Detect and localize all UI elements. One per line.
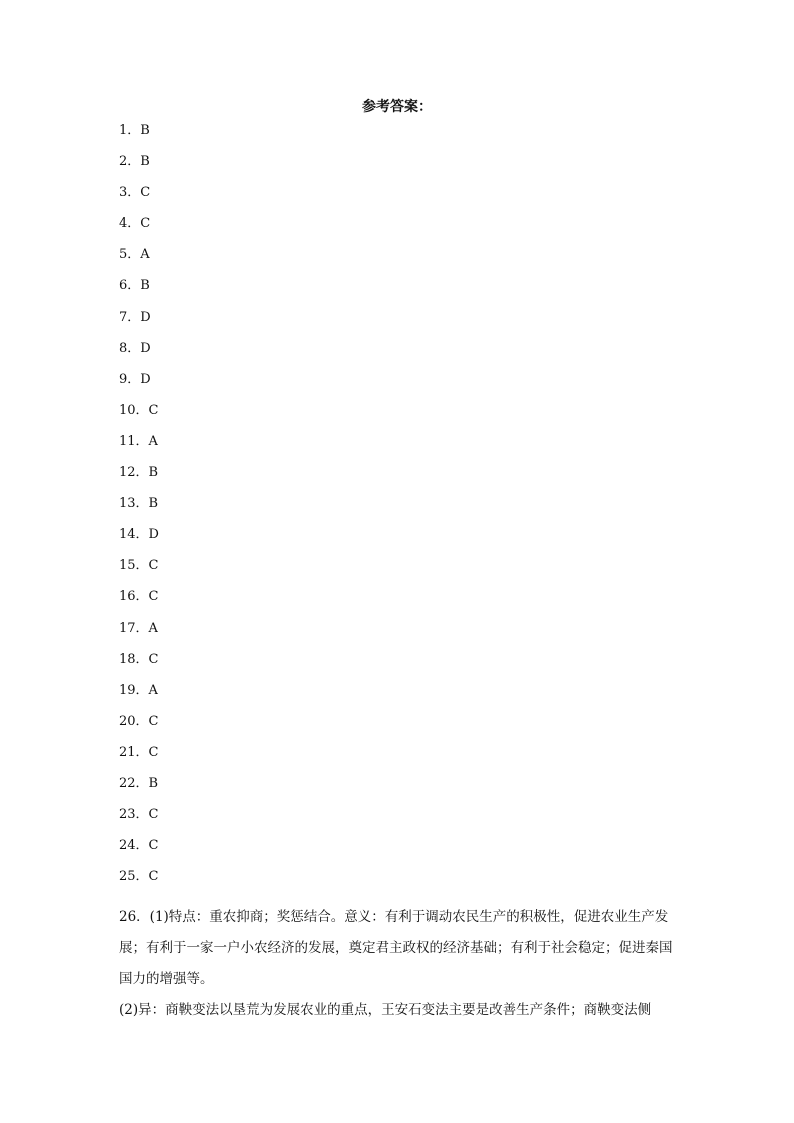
essay-answer [119, 902, 679, 1026]
answer-item: 20．C [119, 713, 159, 729]
answer-item: 13．B [119, 496, 159, 512]
answer-item: 17．A [119, 620, 158, 636]
answer-item: 21．C [119, 744, 159, 760]
answer-item: 14．D [119, 527, 159, 543]
answer-item: 3．C [119, 185, 151, 201]
answer-item: 19．A [119, 682, 158, 698]
essay-part-2: (2)异：商鞅变法以垦荒为发展农业的重点，王安石变法主要是改善生产条件；商鞅变法侧 [119, 1002, 652, 1018]
answer-item: 22．B [119, 775, 159, 791]
page-title: 参考答案： [362, 99, 432, 115]
essay-part-1: 26．(1)特点：重农抑商；奖惩结合。意义：有利于调动农民生产的积极性，促进农业生产发展；有利于一家一户小农经济的发展，奠定君主政权的经济基础；有利于社会稳定；促进秦国国力的增强等。 [119, 909, 673, 987]
answer-item: 5．A [119, 247, 150, 263]
answer-item: 6．B [119, 278, 150, 294]
answer-item: 9．D [119, 371, 151, 387]
answer-list [119, 121, 159, 898]
answer-item: 18．C [119, 651, 159, 667]
answer-item: 23．C [119, 807, 159, 823]
answer-item: 12．B [119, 465, 159, 481]
answer-item: 15．C [119, 558, 159, 574]
answer-item: 4．C [119, 216, 151, 232]
answer-item: 25．C [119, 869, 159, 885]
answer-item: 8．D [119, 340, 151, 356]
answer-item: 7．D [119, 309, 151, 325]
answer-item: 1．B [119, 123, 150, 138]
answer-item: 2．B [119, 154, 150, 170]
answer-item: 16．C [119, 589, 159, 605]
answer-item: 11．A [119, 433, 158, 449]
answer-item: 10．C [119, 402, 159, 418]
answer-item: 24．C [119, 838, 159, 854]
